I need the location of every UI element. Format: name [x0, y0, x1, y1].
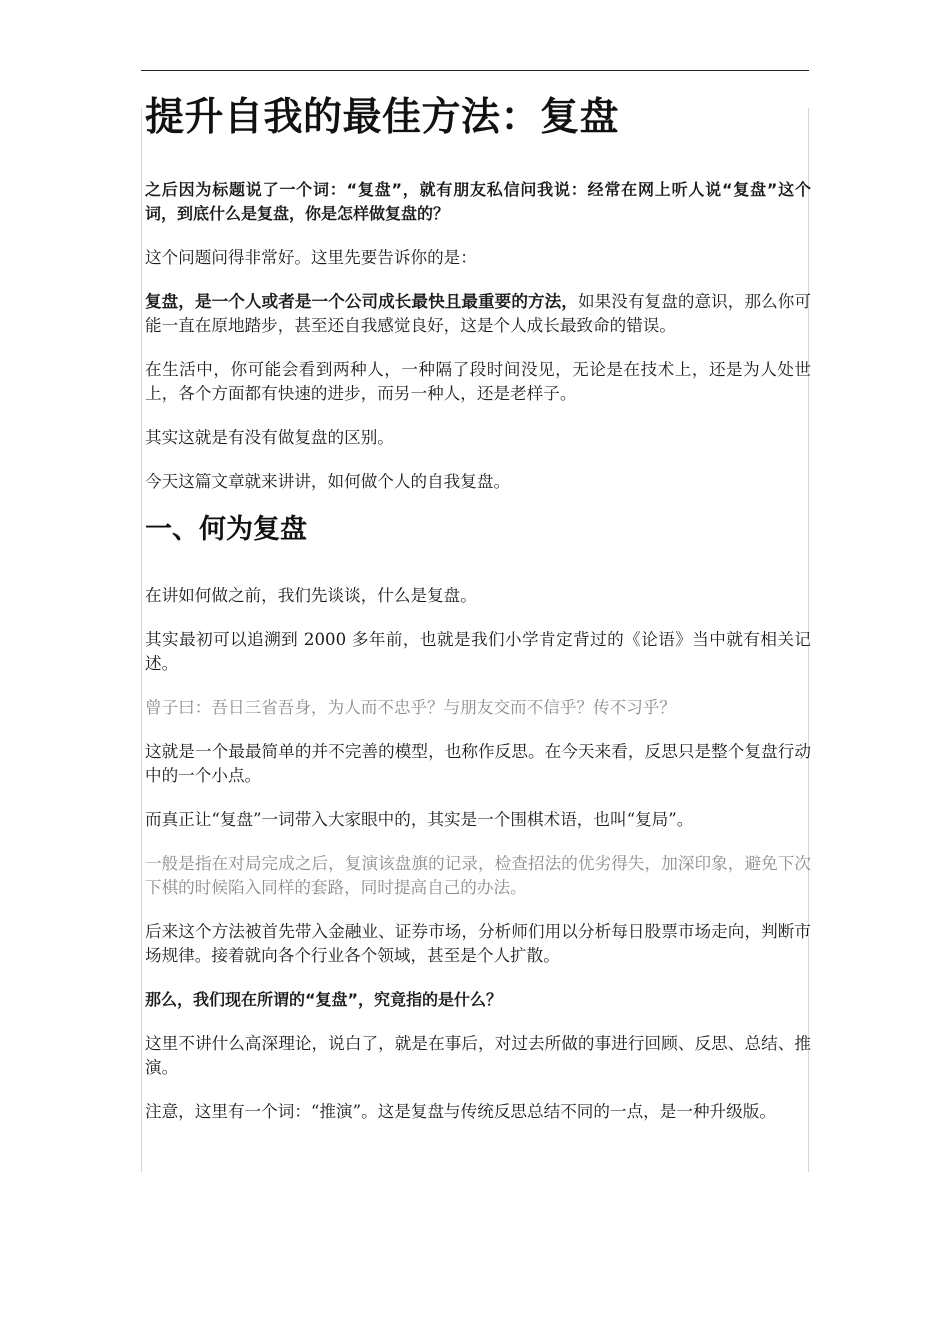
paragraph: 其实这就是有没有做复盘的区别。 — [145, 428, 394, 447]
paragraph: 在生活中，你可能会看到两种人，一种隔了段时间没见，无论是在技术上，还是为人处世上，各个方面都有快速的进步，而另一种人，还是老样子。 — [145, 360, 811, 403]
quote-paragraph: 一般是指在对局完成之后，复演该盘旗的记录，检查招法的优劣得失，加深印象，避免下次下棋的时候陷入同样的套路，同时提高自己的办法。 — [145, 854, 811, 897]
key-point-rest: 如果没有复盘的意识，那么你可能一直在原地踏步，甚至还自我感觉良好，这是个人成长最致命的错误。 — [145, 292, 811, 335]
article-title: 提升自我的最佳方法：复盘 — [145, 95, 620, 140]
quote-paragraph: 曾子曰：吾日三省吾身，为人而不忠乎？与朋友交而不信乎？传不习乎？ — [145, 698, 676, 717]
question-paragraph: 那么，我们现在所谓的“复盘”，究竟指的是什么？ — [145, 990, 503, 1009]
intro-paragraph: 之后因为标题说了一个词：“复盘”，就有朋友私信问我说：经常在网上听人说“复盘”这个词，到底什么是复盘，你是怎样做复盘的？ — [145, 180, 811, 223]
paragraph: 注意，这里有一个词：“推演”。这是复盘与传统反思总结不同的一点，是一种升级版。 — [145, 1102, 776, 1121]
article-body — [145, 92, 811, 1144]
paragraph: 这个问题问得非常好。这里先要告诉你的是： — [145, 248, 477, 267]
paragraph: 后来这个方法被首先带入金融业、证券市场，分析师们用以分析每日股票市场走向，判断市场规律。接着就向各个行业各个领域，甚至是个人扩散。 — [145, 922, 811, 965]
key-point-bold: 复盘，是一个人或者是一个公司成长最快且最重要的方法， — [145, 292, 578, 311]
left-border-line — [141, 108, 142, 1172]
paragraph: 今天这篇文章就来讲讲，如何做个人的自我复盘。 — [145, 472, 511, 491]
paragraph: 其实最初可以追溯到 2000 多年前，也就是我们小学肯定背过的《论语》当中就有相关记述。 — [145, 630, 811, 673]
paragraph: 在讲如何做之前，我们先谈谈，什么是复盘。 — [145, 586, 477, 605]
paragraph: 这里不讲什么高深理论，说白了，就是在事后，对过去所做的事进行回顾、反思、总结、推演。 — [145, 1034, 811, 1077]
paragraph: 而真正让“复盘”一词带入大家眼中的，其实是一个围棋术语，也叫“复局”。 — [145, 810, 694, 829]
paragraph: 这就是一个最最简单的并不完善的模型，也称作反思。在今天来看，反思只是整个复盘行动中的一个小点。 — [145, 742, 811, 785]
top-horizontal-rule — [141, 70, 809, 71]
section-heading: 一、何为复盘 — [145, 514, 307, 545]
key-point-paragraph — [145, 290, 811, 338]
